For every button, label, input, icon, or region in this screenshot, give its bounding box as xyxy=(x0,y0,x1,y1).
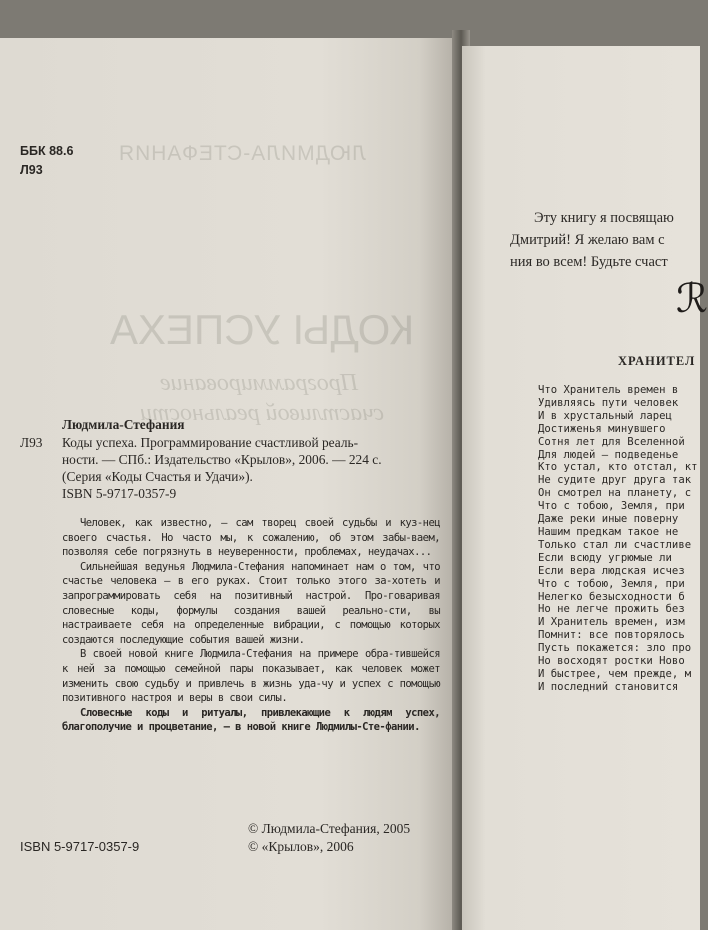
bib-line-2: ности. — СПб.: Издательство «Крылов», 2006. — 224 с. xyxy=(62,452,382,467)
poem-line: Достиженья минувшего xyxy=(538,422,666,435)
bib-line-1: Коды успеха. Программирование счастливой реаль- xyxy=(62,435,359,450)
poem-line: И быстрее, чем прежде, м xyxy=(538,667,692,680)
signature-ornament: ℛ xyxy=(676,276,708,322)
poem-line: Кто устал, кто отстал, кт xyxy=(538,461,698,474)
poem-body xyxy=(538,384,697,694)
annotation-paragraph: В своей новой книге Людмила-Стефания на примере обра-тившейся к ней за помощью семейной пары показывает, как человек может изменить свою судьбу и привлечь в жизнь уда-чу и успех с помощью позитивного настроя и веры в свои силы. xyxy=(62,648,440,705)
show-through-subtitle-1: Программирование xyxy=(160,370,359,396)
poem-line: Не судите друг друга так xyxy=(538,474,692,487)
poem-heading: ХРАНИТЕЛ xyxy=(618,354,696,368)
poem-line: Он смотрел на планету, с xyxy=(538,487,692,500)
poem-line: Что с тобою, Земля, при xyxy=(538,577,685,590)
poem-line: Удивляясь пути человек xyxy=(538,396,679,409)
dedication-line: ния во всем! Будьте счаст xyxy=(510,254,668,270)
poem-line: Нашим предкам такое не xyxy=(538,525,679,538)
poem-line: Что Хранитель времен в xyxy=(538,384,679,396)
bib-line-3: (Серия «Коды Счастья и Удачи»). xyxy=(62,469,253,484)
dedication-line: Дмитрий! Я желаю вам с xyxy=(510,232,665,248)
poem-line: Помнит: все повторялось xyxy=(538,629,685,642)
left-page xyxy=(0,38,456,930)
show-through-author: ЛЮДМИЛА-СТЕФАНИЯ xyxy=(118,142,366,165)
poem-line: Только стал ли счастливе xyxy=(538,538,692,551)
isbn-inline: ISBN 5-9717-0357-9 xyxy=(62,486,177,501)
poem-line: Что с тобою, Земля, при xyxy=(538,500,685,513)
poem-line: И Хранитель времен, изм xyxy=(538,616,685,629)
copyright-publisher: © «Крылов», 2006 xyxy=(248,839,354,854)
poem-line: Если вера людская исчез xyxy=(538,564,685,577)
author-heading: Людмила-Стефания xyxy=(62,417,185,432)
poem-line: Пусть покажется: зло про xyxy=(538,642,692,655)
poem-line: Для людей — подведенье xyxy=(538,448,679,461)
annotation-bold-paragraph: Словесные коды и ритуалы, привлекающие к людям успех, благополучие и процветание, — в новой книге Людмилы-Сте-фании. xyxy=(62,706,440,734)
poem-line: Даже реки иные поверну xyxy=(538,513,679,526)
show-through-subtitle-2: счастливой реальности xyxy=(140,400,384,426)
poem-line: Нелегко безысходности б xyxy=(538,590,685,603)
poem-line: И последний становится xyxy=(538,680,679,693)
poem-line: Но восходят ростки Ново xyxy=(538,655,685,668)
show-through-title: КОДЫ УСПЕХА xyxy=(110,306,415,353)
poem-line: Если всюду угрюмые ли xyxy=(538,551,672,564)
poem-line: Сотня лет для Вселенной xyxy=(538,435,685,448)
author-mark-side: Л93 xyxy=(20,435,43,450)
poem-line: Но не легче прожить без xyxy=(538,603,685,616)
isbn-bottom: ISBN 5-9717-0357-9 xyxy=(20,839,140,854)
author-mark-top: Л93 xyxy=(20,163,43,177)
dedication-line: Эту книгу я посвящаю xyxy=(534,210,674,226)
annotation xyxy=(62,516,440,735)
annotation-paragraph: Человек, как известно, — сам творец своей судьбы и куз-нец своего счастья. Но часто мы, к сожалению, об этом забы-ваем, позволяя себе погрязнуть в неуверенности, проблемах, неудачах... xyxy=(62,517,440,559)
copyright-author: © Людмила-Стефания, 2005 xyxy=(248,821,411,836)
poem-line: И в хрустальный ларец xyxy=(538,409,672,422)
bbk-code: ББК 88.6 xyxy=(20,144,74,158)
right-page xyxy=(462,46,708,930)
annotation-paragraph: Сильнейшая ведунья Людмила-Стефания напоминает нам о том, что счастье человека — в его руках. Стоит только этого за-хотеть и запрограммировать себя на позитивный настрой. Про-говаривая словесные коды, формулы создания вашей реально-сти, вы настраиваете себя на определенные вибрации, с помощью которых создаются последующие события вашей жизни. xyxy=(62,560,440,646)
